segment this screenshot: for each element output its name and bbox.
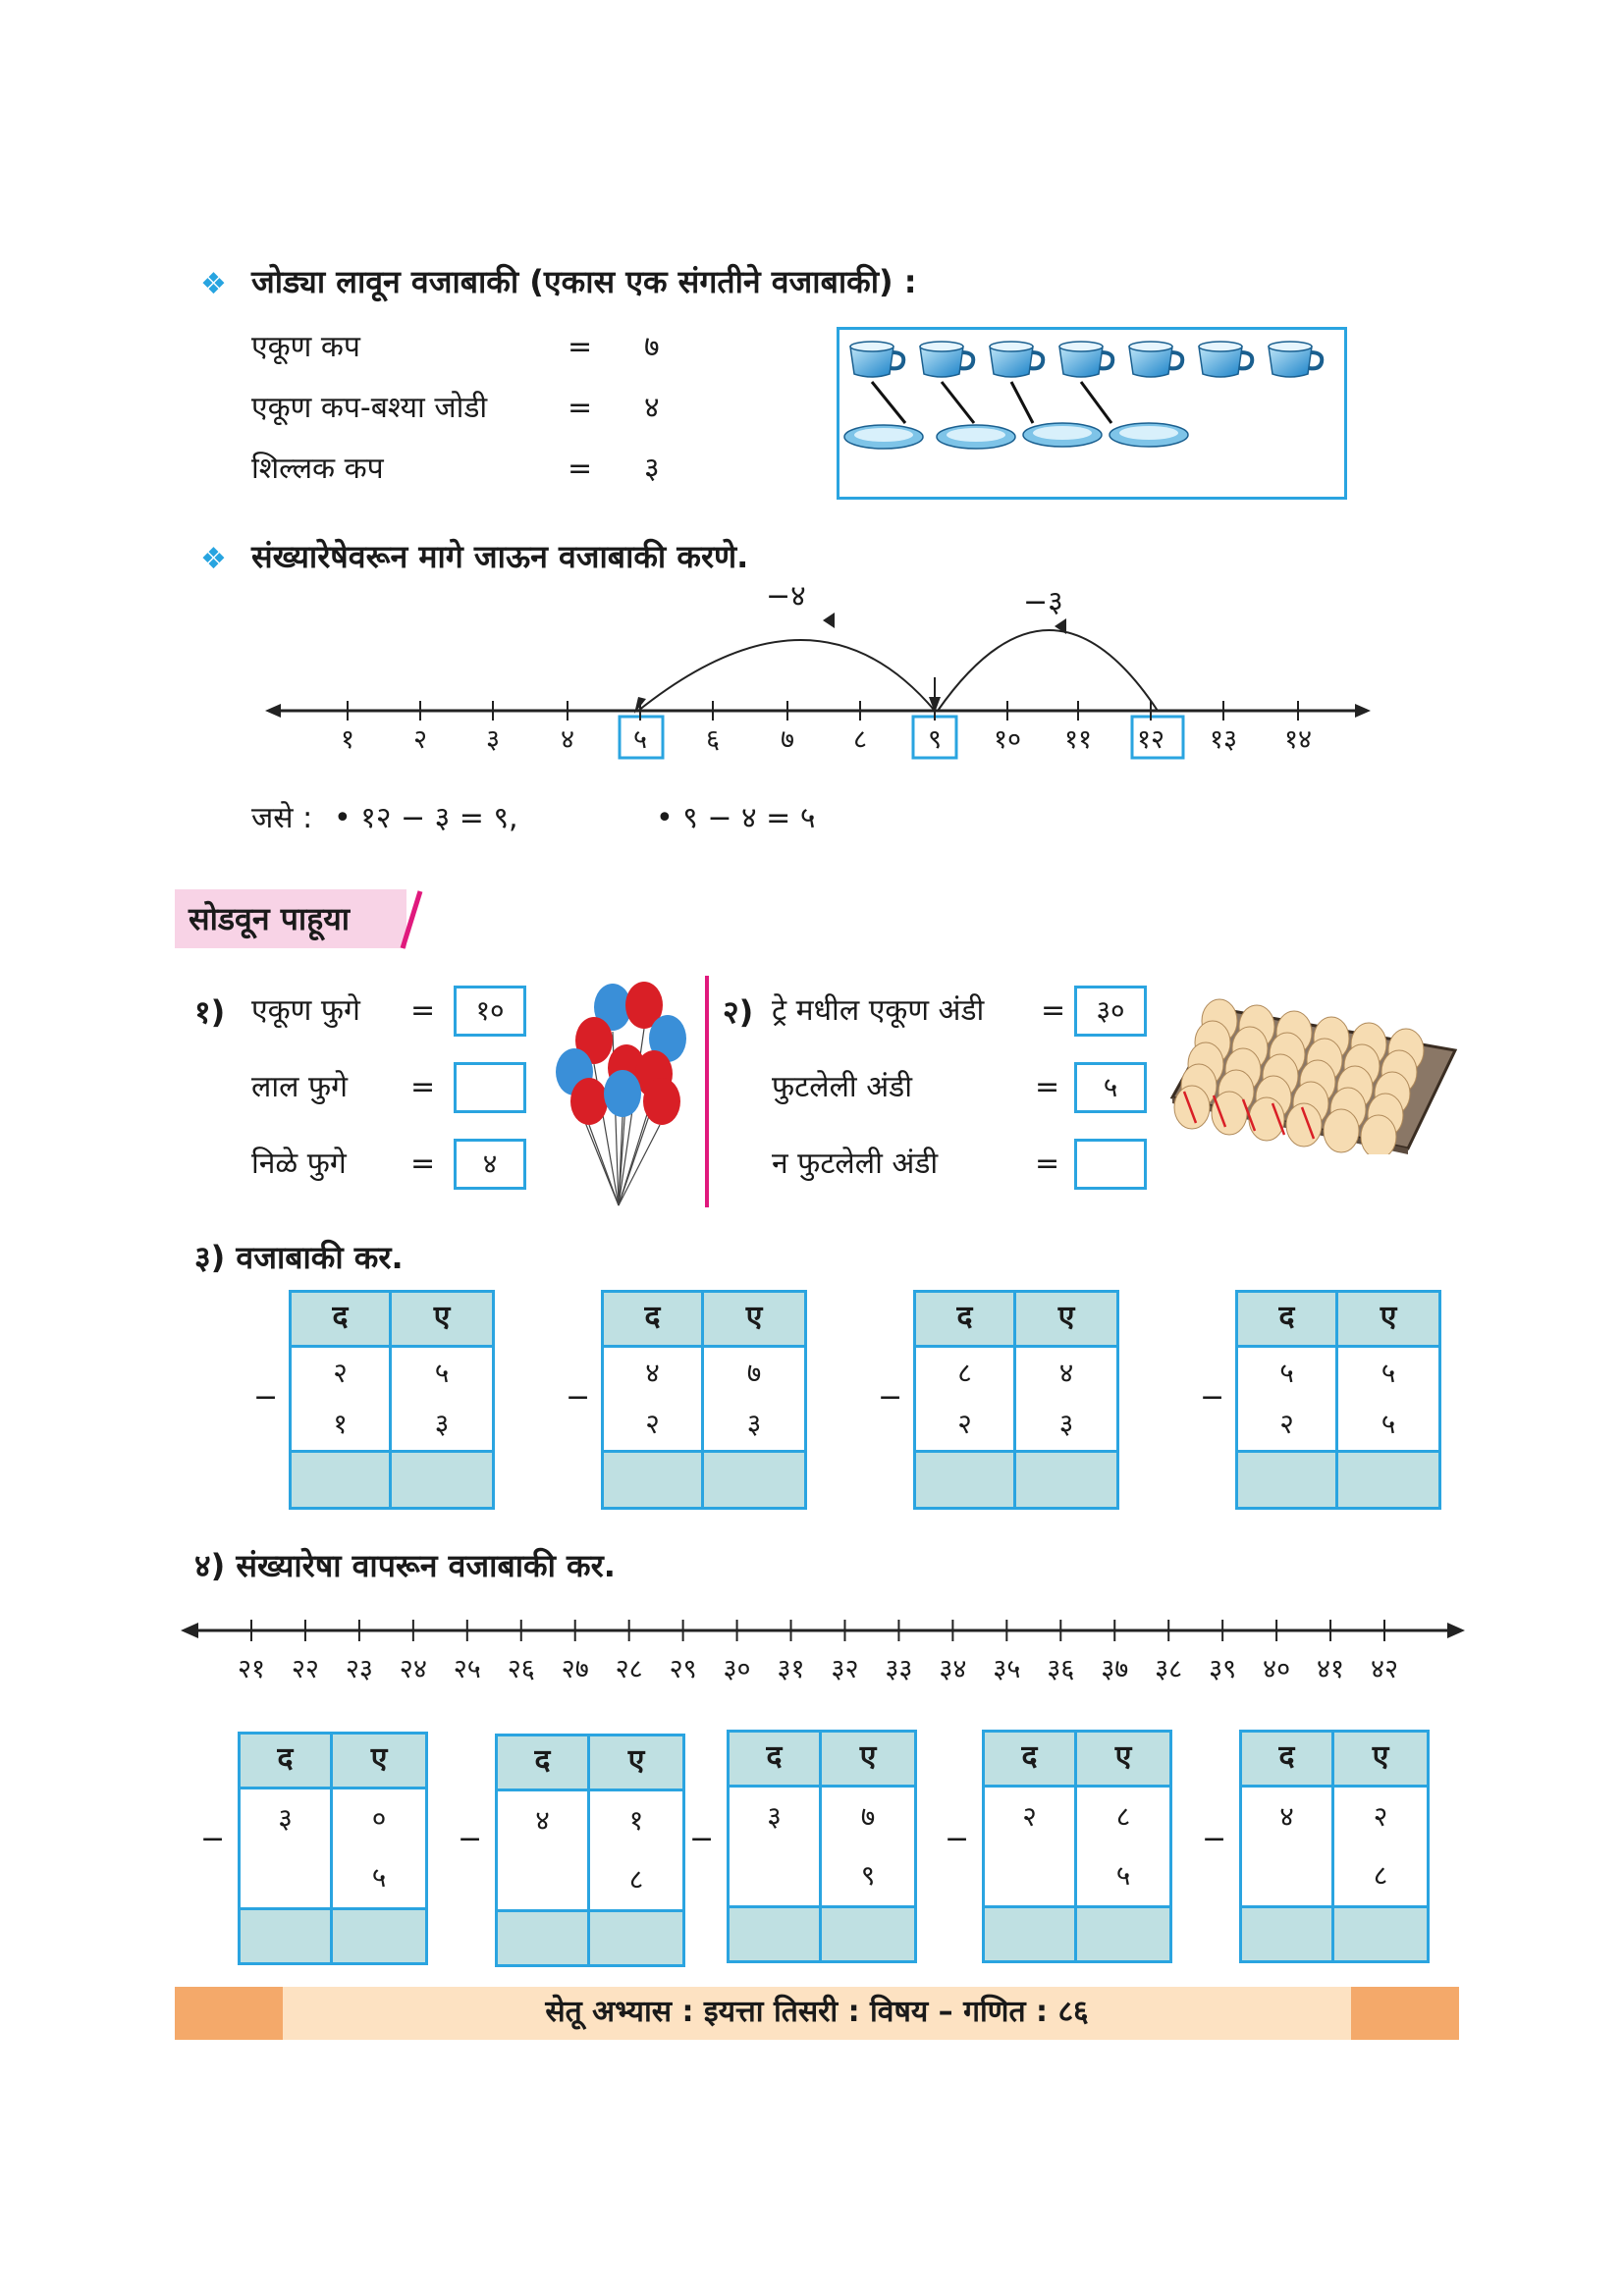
number-line-label: ३६ (1047, 1654, 1075, 1684)
top-ones-digit: २ (1373, 1800, 1388, 1833)
q1-total-box: १० (454, 986, 526, 1037)
place-value-table (1239, 1730, 1430, 1963)
number-line-label: १० (993, 724, 1022, 755)
top-tens-digit: ४ (498, 1791, 590, 1850)
number-line-label: २१ (237, 1654, 266, 1684)
answer-ones-cell[interactable] (704, 1450, 804, 1507)
number-line-label: २६ (507, 1654, 535, 1684)
answer-tens-cell[interactable] (241, 1907, 333, 1962)
minus-sign: − (945, 1822, 970, 1856)
answer-ones-cell[interactable] (1016, 1450, 1116, 1507)
minus-sign: − (1200, 1380, 1225, 1415)
place-value-table (238, 1732, 428, 1965)
cups-left-label: शिल्लक कप (251, 452, 384, 486)
q2-broken-label: फुटलेली अंडी (772, 1070, 912, 1104)
q1-red-label: लाल फुगे (251, 1070, 349, 1104)
number-line-label: २९ (669, 1654, 697, 1684)
q2-broken-eq: = (1035, 1070, 1060, 1104)
bottom-ones-digit: ३ (1058, 1408, 1074, 1440)
diamond-bullet-icon: ❖ (200, 267, 227, 301)
top-tens-digit: ४ (1242, 1788, 1334, 1846)
bottom-tens-digit: २ (604, 1399, 704, 1450)
example-prefix: जसे : (251, 801, 313, 835)
col-ones-header: ए (333, 1735, 425, 1789)
answer-tens-cell[interactable] (292, 1450, 392, 1507)
egg-tray-illustration (1161, 991, 1461, 1154)
place-value-table (727, 1730, 917, 1963)
number-line-label: २८ (615, 1654, 643, 1684)
top-ones-digit: ८ (1115, 1800, 1131, 1833)
number-line-label: ३ (485, 724, 501, 755)
answer-tens-cell[interactable] (1238, 1450, 1338, 1507)
cups-total-value: ७ (644, 330, 660, 364)
bottom-tens-digit (985, 1846, 1077, 1905)
bottom-tens-digit (730, 1846, 822, 1905)
col-tens-header: द (916, 1293, 1016, 1348)
minus-sign: − (689, 1822, 715, 1856)
answer-tens-cell[interactable] (1242, 1905, 1334, 1960)
q2-unbroken-label: न फुटलेली अंडी (772, 1147, 939, 1181)
number-line-label: ३० (723, 1654, 751, 1684)
top-tens-digit: २ (292, 1348, 392, 1399)
bottom-ones-digit: ८ (1373, 1859, 1388, 1892)
number-line-label: ९ (927, 724, 943, 755)
number-line-label: १२ (1136, 724, 1165, 755)
col-tens-header: द (985, 1733, 1077, 1788)
bottom-ones-digit: ५ (1115, 1859, 1131, 1892)
number-line-label: ३२ (831, 1654, 859, 1684)
banner-slash-icon (397, 887, 426, 952)
balloons-illustration (550, 978, 689, 1209)
answer-tens-cell[interactable] (498, 1909, 590, 1964)
place-value-table (495, 1734, 685, 1967)
number-line-label: ११ (1063, 724, 1093, 755)
cup-pairs-eq: = (568, 391, 593, 425)
egg (1324, 1109, 1359, 1152)
bottom-tens-digit (498, 1850, 590, 1909)
q1-red-eq: = (410, 1070, 436, 1104)
egg (1174, 1086, 1210, 1129)
bottom-ones-digit: ५ (371, 1861, 387, 1894)
bottom-ones-digit: ३ (434, 1408, 450, 1440)
minus-sign: − (253, 1380, 279, 1415)
cups-total-eq: = (568, 330, 593, 364)
col-tens-header: द (604, 1293, 704, 1348)
bottom-ones-digit: ८ (628, 1863, 644, 1896)
answer-tens-cell[interactable] (916, 1450, 1016, 1507)
answer-ones-cell[interactable] (1077, 1905, 1169, 1960)
col-ones-header: ए (1334, 1733, 1427, 1788)
answer-ones-cell[interactable] (333, 1907, 425, 1962)
number-line-label: १ (340, 724, 355, 755)
top-ones-digit: ४ (1058, 1357, 1074, 1389)
q4-heading: ४) संख्यारेषा वापरून वजाबाकी कर. (194, 1547, 616, 1584)
bottom-ones-digit: ९ (860, 1859, 876, 1892)
number-line-label: १४ (1283, 724, 1313, 755)
egg (1212, 1092, 1247, 1135)
col-ones-header: ए (590, 1736, 682, 1791)
col-ones-header: ए (392, 1293, 492, 1348)
answer-ones-cell[interactable] (1334, 1905, 1427, 1960)
cup-pairs-label: एकूण कप-बश्या जोडी (251, 391, 488, 425)
minus-sign: − (200, 1822, 226, 1856)
q1-number: १) (194, 993, 226, 1031)
number-line-label: ३८ (1155, 1654, 1183, 1684)
bottom-tens-digit (241, 1848, 333, 1907)
q2-unbroken-eq: = (1035, 1147, 1060, 1181)
cup-pairs-value: ४ (644, 391, 660, 425)
col-tens-header: द (730, 1733, 822, 1788)
answer-tens-cell[interactable] (604, 1450, 704, 1507)
number-line-label: १३ (1209, 724, 1238, 755)
number-line-label: २७ (561, 1654, 589, 1684)
top-tens-digit: ५ (1238, 1348, 1338, 1399)
minus-sign: − (458, 1822, 483, 1856)
answer-tens-cell[interactable] (730, 1905, 822, 1960)
number-line-label: ३१ (777, 1654, 805, 1684)
number-line-label: ३७ (1101, 1654, 1129, 1684)
top-ones-digit: ० (371, 1802, 387, 1835)
col-ones-header: ए (1338, 1293, 1438, 1348)
answer-ones-cell[interactable] (392, 1450, 492, 1507)
bottom-tens-digit: १ (292, 1399, 392, 1450)
top-ones-digit: ७ (746, 1357, 762, 1389)
cups-saucers-illustration (837, 327, 1347, 500)
diamond-bullet-icon: ❖ (200, 542, 227, 576)
number-line-label: ४१ (1317, 1654, 1345, 1684)
col-ones-header: ए (1077, 1733, 1169, 1788)
number-line-label: २५ (453, 1654, 481, 1684)
col-tens-header: द (1242, 1733, 1334, 1788)
number-line-label: ३४ (939, 1654, 967, 1684)
answer-ones-cell[interactable] (822, 1905, 914, 1960)
number-line-label: २२ (291, 1654, 319, 1684)
minus-sign: − (1202, 1822, 1227, 1856)
top-ones-digit: ५ (434, 1357, 450, 1389)
minus-sign: − (878, 1380, 903, 1415)
number-line-label: २३ (345, 1654, 373, 1684)
answer-ones-cell[interactable] (590, 1909, 682, 1964)
number-line-label: २ (412, 724, 428, 755)
q2-broken-box: ५ (1074, 1062, 1147, 1113)
col-ones-header: ए (822, 1733, 914, 1788)
top-tens-digit: ३ (730, 1788, 822, 1846)
number-line-label: २४ (399, 1654, 427, 1684)
jump-minus-4-label: −४ (766, 579, 806, 614)
number-line-label: ३३ (885, 1654, 913, 1684)
q1-red-answer-box[interactable] (454, 1062, 526, 1113)
q3-heading: ३) वजाबाकी कर. (194, 1239, 404, 1276)
number-line-label: ३५ (993, 1654, 1021, 1684)
minus-sign: − (566, 1380, 591, 1415)
number-line-label: ६ (705, 724, 721, 755)
col-tens-header: द (1238, 1293, 1338, 1348)
number-line-21-42 (181, 1616, 1467, 1645)
q1-blue-eq: = (410, 1147, 436, 1181)
number-line-label: ४२ (1370, 1654, 1399, 1684)
number-line-label: ३९ (1209, 1654, 1237, 1684)
col-tens-header: द (292, 1293, 392, 1348)
col-ones-header: ए (704, 1293, 804, 1348)
footer-right-block (1351, 1987, 1459, 2040)
section2-heading: संख्यारेषेवरून मागे जाऊन वजाबाकी करणे. (251, 538, 749, 575)
place-value-table (601, 1290, 807, 1510)
footer-text: सेतू अभ्यास : इयत्ता तिसरी : विषय – गणित : ८६ (545, 1995, 1089, 2029)
top-tens-digit: ८ (916, 1348, 1016, 1399)
q2-unbroken-answer-box[interactable] (1074, 1139, 1147, 1190)
col-tens-header: द (498, 1736, 590, 1791)
q1-blue-box: ४ (454, 1139, 526, 1190)
number-line-label: ४ (560, 724, 575, 755)
top-ones-digit: ७ (860, 1800, 876, 1833)
col-ones-header: ए (1016, 1293, 1116, 1348)
jump-minus-3-label: −३ (1023, 585, 1063, 619)
number-line-label: ८ (852, 724, 868, 755)
answer-tens-cell[interactable] (985, 1905, 1077, 1960)
q1-total-label: एकूण फुगे (251, 993, 360, 1028)
section1-heading: जोड्या लावून वजाबाकी (एकास एक संगतीने वजाबाकी) : (251, 263, 917, 300)
col-tens-header: द (241, 1735, 333, 1789)
cups-left-value: ३ (644, 452, 660, 486)
bottom-tens-digit: २ (1238, 1399, 1338, 1450)
top-ones-digit: ५ (1380, 1357, 1396, 1389)
q1-total-eq: = (410, 993, 436, 1028)
q1-blue-label: निळे फुगे (251, 1147, 347, 1181)
q2-number: २) (723, 993, 754, 1031)
egg (1361, 1115, 1396, 1154)
bottom-ones-digit: ५ (1380, 1408, 1396, 1440)
q2-total-box: ३० (1074, 986, 1147, 1037)
example-1: • १२ − ३ = ९, (334, 801, 518, 835)
top-tens-digit: २ (985, 1788, 1077, 1846)
top-ones-digit: १ (628, 1804, 644, 1837)
bottom-ones-digit: ३ (746, 1408, 762, 1440)
place-value-table (1235, 1290, 1441, 1510)
number-line-label: ४० (1263, 1654, 1291, 1684)
bottom-tens-digit: २ (916, 1399, 1016, 1450)
footer-left-block (175, 1987, 283, 2040)
q2-total-eq: = (1041, 993, 1066, 1028)
place-value-table (982, 1730, 1172, 1963)
answer-ones-cell[interactable] (1338, 1450, 1438, 1507)
cups-left-eq: = (568, 452, 593, 486)
bottom-tens-digit (1242, 1846, 1334, 1905)
q2-total-label: ट्रे मधील एकूण अंडी (772, 993, 985, 1028)
number-line-label: ७ (780, 724, 795, 755)
place-value-table (913, 1290, 1119, 1510)
top-tens-digit: ३ (241, 1789, 333, 1848)
questions-divider (705, 976, 709, 1207)
practice-banner: सोडवून पाहूया (189, 900, 351, 937)
cups-total-label: एकूण कप (251, 330, 360, 364)
number-line-label: ५ (632, 724, 648, 755)
example-2: • ९ − ४ = ५ (656, 801, 816, 835)
place-value-table (289, 1290, 495, 1510)
top-tens-digit: ४ (604, 1348, 704, 1399)
